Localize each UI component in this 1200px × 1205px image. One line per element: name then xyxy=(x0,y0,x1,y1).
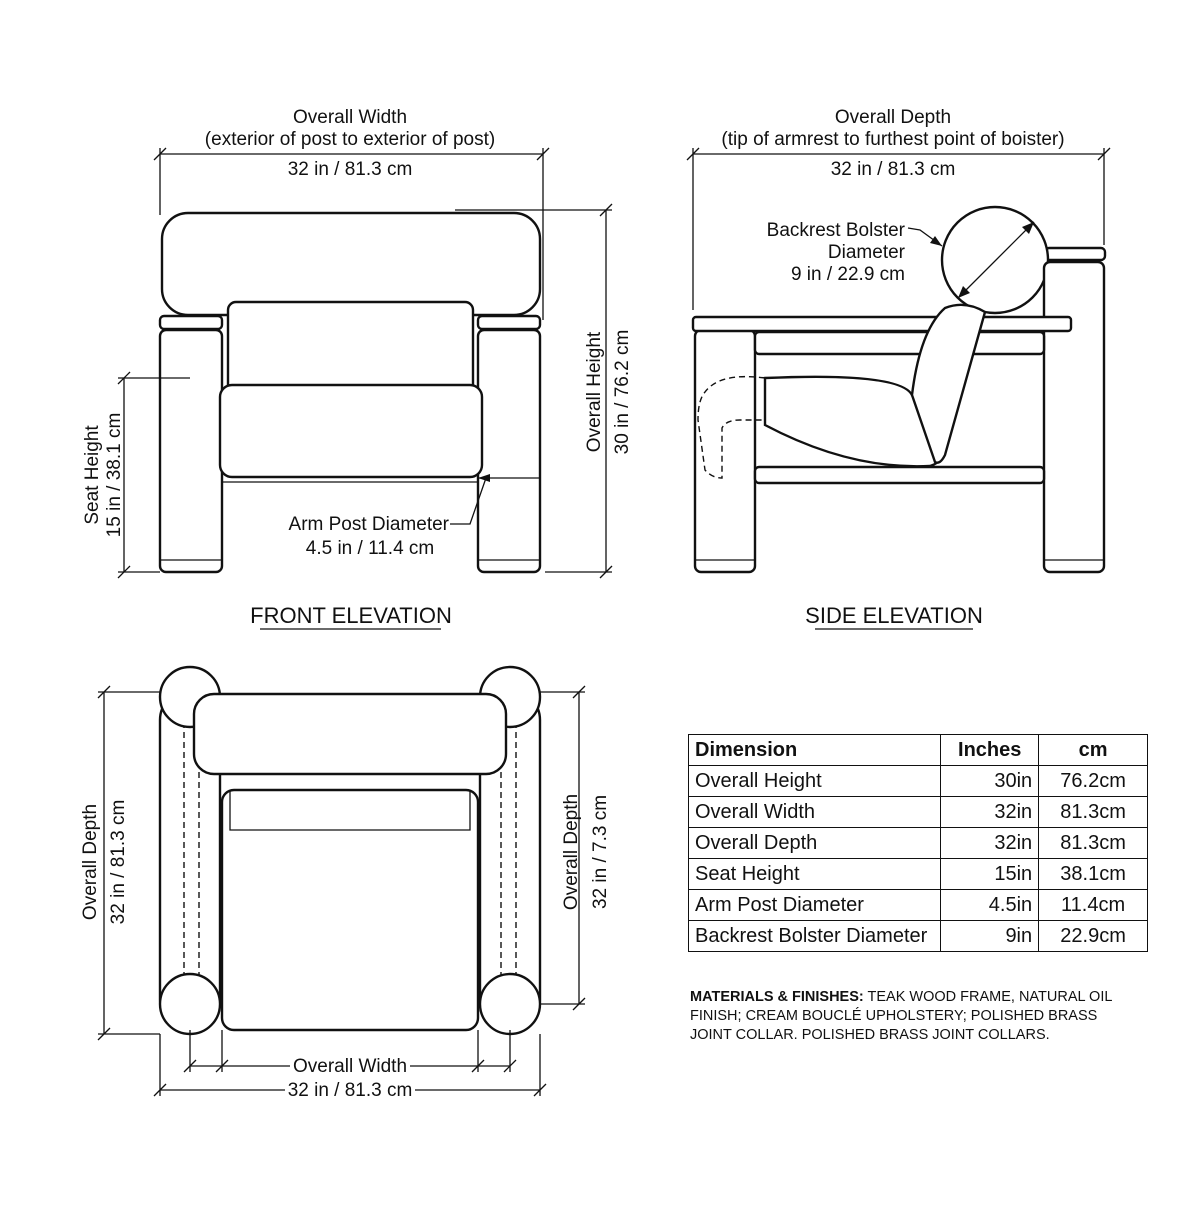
front-post-label: Arm Post Diameter xyxy=(288,514,449,535)
top-right-front-post xyxy=(480,974,540,1034)
top-right-depth-value: 32 in / 7.3 cm xyxy=(590,794,611,910)
top-seat-cushion xyxy=(222,790,478,1030)
top-left-front-post xyxy=(160,974,220,1034)
table-cell-dimension: Overall Depth xyxy=(689,828,941,859)
table-header-dimension: Dimension xyxy=(689,735,941,766)
table-row xyxy=(689,828,1148,859)
top-view xyxy=(80,667,611,1101)
side-bolster-callout xyxy=(767,220,942,285)
front-width-value: 32 in / 81.3 cm xyxy=(287,159,413,180)
side-lower-rail xyxy=(755,467,1044,483)
side-depth-value: 32 in / 81.3 cm xyxy=(830,159,956,180)
dimension-table xyxy=(688,734,1148,952)
top-width-dimension xyxy=(154,1030,546,1101)
side-depth-note: (tip of armrest to furthest point of boister) xyxy=(721,129,1065,150)
front-height-value: 30 in / 76.2 cm xyxy=(612,329,633,455)
table-cell-dimension: Overall Width xyxy=(689,797,941,828)
table-cell-dimension: Seat Height xyxy=(689,859,941,890)
top-right-depth-dimension xyxy=(540,686,611,1010)
table-header-row xyxy=(689,735,1148,766)
side-elevation xyxy=(687,107,1110,629)
table-cell-cm: 81.3cm xyxy=(1039,797,1148,828)
table-cell-inches: 32in xyxy=(941,828,1039,859)
front-left-arm-post xyxy=(160,330,222,572)
table-cell-cm: 22.9cm xyxy=(1039,921,1148,952)
side-depth-label: Overall Depth xyxy=(834,107,952,128)
side-rear-rail-cap xyxy=(1045,248,1105,260)
top-right-depth-label: Overall Depth xyxy=(561,793,582,911)
table-cell-cm: 11.4cm xyxy=(1039,890,1148,921)
table-header-inches: Inches xyxy=(941,735,1039,766)
table-cell-dimension: Backrest Bolster Diameter xyxy=(689,921,941,952)
table-row xyxy=(689,890,1148,921)
table-cell-cm: 38.1cm xyxy=(1039,859,1148,890)
side-bolster-value: 9 in / 22.9 cm xyxy=(790,264,905,285)
table-row xyxy=(689,797,1148,828)
table-header-cm: cm xyxy=(1039,735,1148,766)
table-cell-inches: 30in xyxy=(941,766,1039,797)
front-post-value: 4.5 in / 11.4 cm xyxy=(305,538,435,559)
front-backrest-bolster xyxy=(162,213,540,315)
side-bolster-label-2: Diameter xyxy=(827,242,905,263)
side-armrest xyxy=(693,317,1071,331)
table-cell-dimension: Arm Post Diameter xyxy=(689,890,941,921)
front-height-label: Overall Height xyxy=(584,331,605,453)
top-width-label: Overall Width xyxy=(292,1056,408,1077)
front-elevation xyxy=(82,107,633,629)
side-bolster-label-1: Backrest Bolster xyxy=(766,220,905,241)
top-width-value: 32 in / 81.3 cm xyxy=(287,1080,413,1101)
table-cell-dimension: Overall Height xyxy=(689,766,941,797)
front-elevation-title: FRONT ELEVATION xyxy=(250,603,452,628)
front-left-arm-cap xyxy=(160,316,222,329)
table-row xyxy=(689,921,1148,952)
materials-text: TEAK WOOD FRAME, NATURAL OIL FINISH; CREAM BOUCLÉ UPHOLSTERY; POLISHED BRASS JOINT COLLAR. POLISHED BRASS JOINT COLLARS. xyxy=(690,989,1112,1043)
table-row xyxy=(689,859,1148,890)
front-back-cushion xyxy=(228,302,473,397)
front-seat-value: 15 in / 38.1 cm xyxy=(104,412,125,538)
front-right-arm-cap xyxy=(478,316,540,329)
side-upper-rail xyxy=(755,332,1044,354)
table-cell-inches: 32in xyxy=(941,797,1039,828)
side-rear-post xyxy=(1044,262,1104,572)
top-left-depth-label: Overall Depth xyxy=(80,803,101,921)
table-cell-inches: 9in xyxy=(941,921,1039,952)
front-width-note: (exterior of post to exterior of post) xyxy=(204,129,496,150)
top-left-depth-dimension xyxy=(80,686,160,1040)
table-cell-cm: 76.2cm xyxy=(1039,766,1148,797)
table-cell-cm: 81.3cm xyxy=(1039,828,1148,859)
front-seat-label: Seat Height xyxy=(82,425,103,525)
materials-note xyxy=(690,988,1138,1045)
materials-heading: MATERIALS & FINISHES: xyxy=(690,989,864,1005)
side-elevation-title: SIDE ELEVATION xyxy=(805,603,983,628)
table-row xyxy=(689,766,1148,797)
front-seat-cushion xyxy=(220,385,482,477)
front-width-label: Overall Width xyxy=(292,107,408,128)
table-cell-inches: 4.5in xyxy=(941,890,1039,921)
front-right-arm-post xyxy=(478,330,540,572)
top-left-depth-value: 32 in / 81.3 cm xyxy=(108,799,129,925)
side-front-post xyxy=(695,330,755,572)
top-backrest-bolster xyxy=(194,694,506,774)
table-cell-inches: 15in xyxy=(941,859,1039,890)
